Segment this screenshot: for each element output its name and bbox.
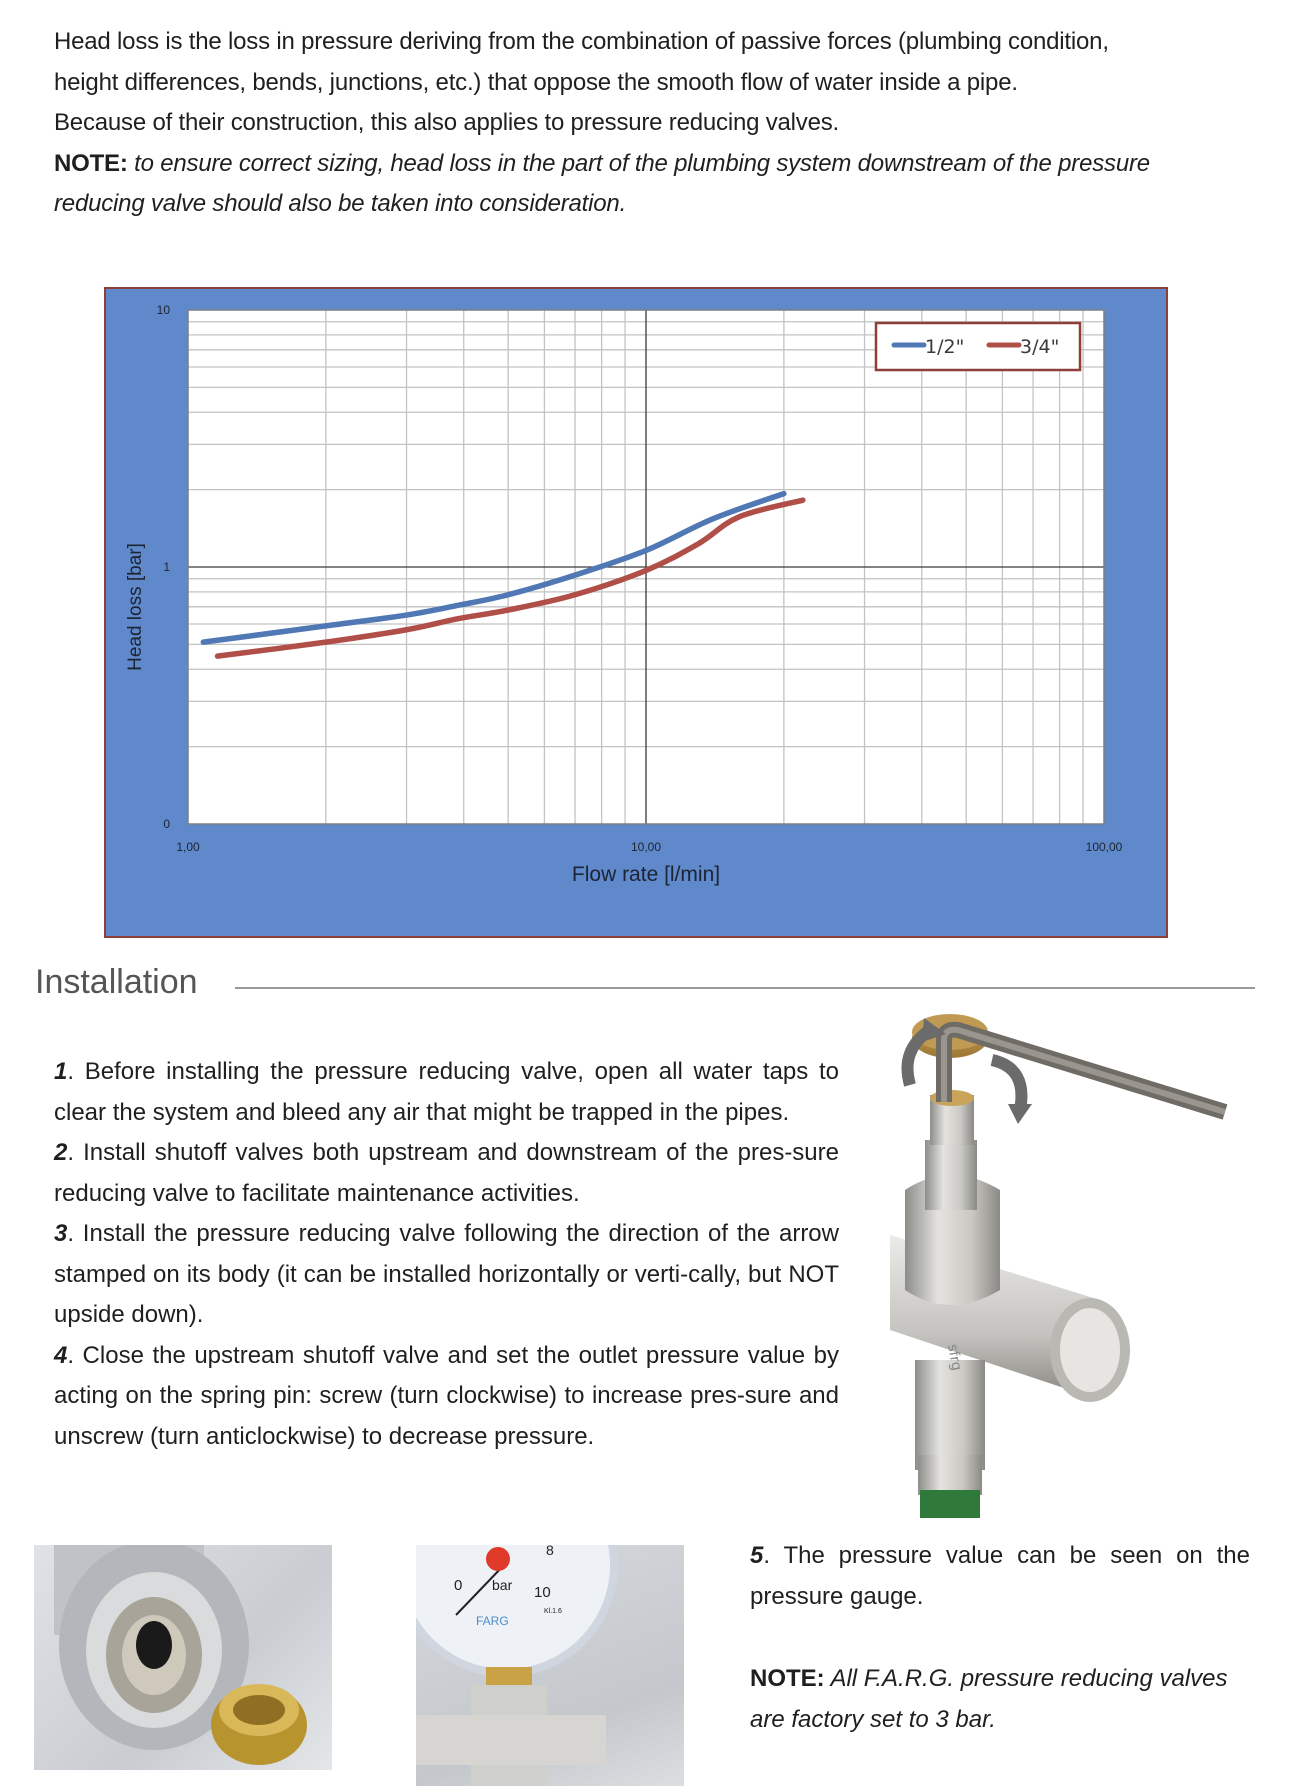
head-loss-chart bbox=[104, 287, 1168, 938]
step-item bbox=[54, 1336, 839, 1458]
x-tick-label: 1,00 bbox=[176, 840, 200, 854]
legend-label: 1/2" bbox=[925, 336, 965, 358]
gauge-mark: 10 bbox=[534, 1584, 551, 1601]
step-item bbox=[54, 1052, 839, 1133]
step-number: 2 bbox=[54, 1139, 68, 1166]
gauge-class: Kl.1.6 bbox=[544, 1608, 562, 1615]
legend-label: 3/4" bbox=[1020, 336, 1060, 358]
section-divider bbox=[235, 987, 1255, 989]
step-text: . The pressure value can be seen on the pressure gauge. bbox=[750, 1542, 1250, 1610]
step-number: 5 bbox=[750, 1542, 764, 1569]
note-text: reducing valve should also be taken into consideration. bbox=[54, 190, 627, 217]
x-tick-label: 10,00 bbox=[630, 840, 662, 854]
intro-line: Because of their construction, this also applies to pressure reducing valves. bbox=[54, 109, 840, 136]
intro-line: Head loss is the loss in pressure deriving from the combination of passive forces (plumbing condition, bbox=[54, 28, 1109, 55]
x-axis-label: Flow rate [l/min] bbox=[571, 863, 721, 886]
chart-legend bbox=[876, 323, 1080, 370]
step-text: . Install shutoff valves both upstream and downstream of the pres-sure reducing valve to facilitate maintenance activities. bbox=[54, 1139, 839, 1207]
intro-note bbox=[54, 144, 1284, 185]
step-text: . Before installing the pressure reducing valve, open all water taps to clear the system and bleed any air that might be trapped in the pipes. bbox=[54, 1058, 839, 1126]
intro-paragraph bbox=[54, 22, 1284, 225]
section-title-installation: Installation bbox=[35, 963, 198, 1001]
valve-stamp: sfrg bbox=[944, 1342, 965, 1372]
intro-note-cont bbox=[54, 184, 1284, 225]
chart-svg bbox=[106, 289, 1166, 936]
step-text: . Install the pressure reducing valve following the direction of the arrow stamped on its body (it can be installed horizontally or verti-cally, but NOT upside down). bbox=[54, 1220, 839, 1328]
note-text: All F.A.R.G. pressure reducing valves are factory set to 3 bar. bbox=[750, 1665, 1228, 1733]
note-label: NOTE: bbox=[750, 1665, 825, 1692]
x-tick-label: 100,00 bbox=[1085, 840, 1123, 854]
y-tick-label: 0 bbox=[163, 817, 170, 831]
factory-setting-note bbox=[750, 1658, 1260, 1740]
valve-wrench-illustration bbox=[880, 1000, 1260, 1520]
intro-line: height differences, bends, junctions, etc.) that oppose the smooth flow of water inside a pipe. bbox=[54, 68, 1018, 96]
y-axis-label: Head loss [bar] bbox=[125, 543, 146, 671]
gauge-brand: FARG bbox=[476, 1614, 509, 1628]
installation-steps bbox=[54, 1052, 839, 1457]
gauge-unit: bar bbox=[492, 1577, 513, 1593]
gauge-pointer-icon bbox=[486, 1547, 510, 1571]
step-text: . Close the upstream shutoff valve and set the outlet pressure value by acting on the spring pin: screw (turn clockwise) to increase pres-sure and unscrew (turn anticlockwise) to decrease pressure. bbox=[54, 1341, 839, 1450]
y-tick-label: 1 bbox=[163, 560, 170, 574]
valve-body-icon bbox=[890, 1090, 1130, 1518]
hex-key-icon bbox=[944, 1030, 1225, 1112]
brass-cap-icon bbox=[211, 1684, 307, 1765]
rotate-clockwise-icon bbox=[992, 1060, 1032, 1124]
step-number: 3 bbox=[54, 1220, 68, 1247]
valve-cap-photo bbox=[34, 1545, 332, 1770]
step-number: 4 bbox=[54, 1341, 68, 1369]
note-text: to ensure correct sizing, head loss in the part of the plumbing system downstream of the pressure bbox=[127, 149, 1150, 177]
step-item bbox=[54, 1214, 839, 1336]
gauge-mark: 8 bbox=[546, 1545, 554, 1558]
step-item bbox=[54, 1133, 839, 1214]
gauge-mark: 0 bbox=[454, 1577, 463, 1594]
step-item bbox=[750, 1535, 1250, 1617]
note-label: NOTE: bbox=[54, 149, 128, 177]
y-tick-label: 10 bbox=[156, 303, 170, 317]
step-number: 1 bbox=[54, 1058, 68, 1085]
pressure-gauge-photo bbox=[416, 1545, 684, 1786]
